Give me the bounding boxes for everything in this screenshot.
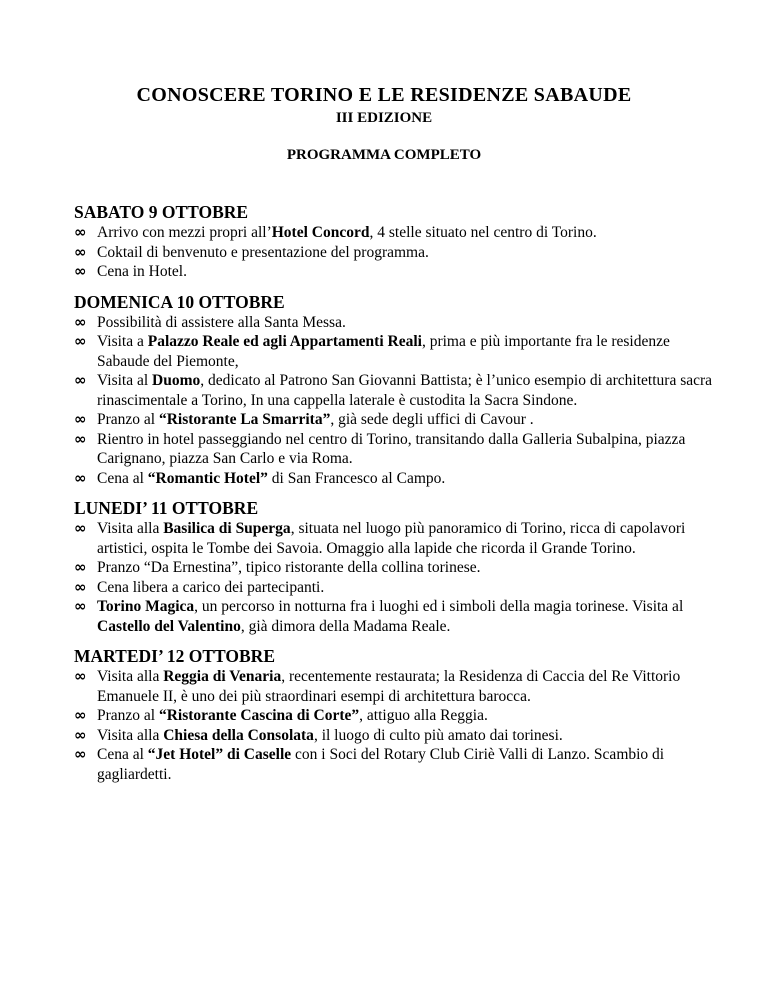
infinity-bullet-icon: ∞ xyxy=(74,745,87,763)
infinity-bullet-icon: ∞ xyxy=(74,410,87,428)
list-item xyxy=(74,332,714,371)
list-item xyxy=(74,726,714,746)
list-item xyxy=(74,262,714,282)
item-text: Cena al xyxy=(97,469,148,487)
item-text: Visita alla xyxy=(97,726,164,744)
infinity-bullet-icon: ∞ xyxy=(74,332,87,350)
list-item xyxy=(74,313,714,333)
infinity-bullet-icon: ∞ xyxy=(74,558,87,576)
program-content xyxy=(74,202,714,794)
item-text: Possibilità di assistere alla Santa Messa. xyxy=(97,313,346,331)
list-item xyxy=(74,706,714,726)
item-text: Cena al xyxy=(97,746,148,763)
infinity-bullet-icon: ∞ xyxy=(74,577,87,596)
highlighted-text: “Jet Hotel” di Caselle xyxy=(147,746,292,763)
day-title: SABATO 9 OTTOBRE xyxy=(74,202,249,222)
item-text: Pranzo “Da Ernestina”, tipico ristorante della collina torinese. xyxy=(97,559,481,576)
infinity-bullet-icon: ∞ xyxy=(74,706,87,724)
list-item xyxy=(74,223,714,243)
item-text: Pranzo al xyxy=(97,707,159,724)
infinity-bullet-icon: ∞ xyxy=(74,468,87,487)
infinity-bullet-icon: ∞ xyxy=(74,262,87,280)
infinity-bullet-icon: ∞ xyxy=(74,667,87,685)
infinity-bullet-icon: ∞ xyxy=(74,371,87,389)
item-text: di San Francesco al Campo. xyxy=(267,469,446,487)
item-text: , prima e più importante fra le residenze Sabaude del Piemonte, xyxy=(97,333,670,370)
highlighted-text: Castello del Valentino xyxy=(97,617,241,635)
activity-list xyxy=(74,223,714,282)
item-text: , il luogo di culto più amato dai torinesi. xyxy=(313,726,563,744)
day-section xyxy=(74,202,714,282)
item-text: Cena libera a carico dei partecipanti. xyxy=(97,578,325,596)
item-text: Cena in Hotel. xyxy=(97,263,187,280)
item-text: , recentemente restaurata; la Residenza di Caccia del Re Vittorio Emanuele II, è uno dei più straordinari esempi di architettura barocca. xyxy=(97,668,681,705)
list-item xyxy=(74,597,714,636)
item-text: Arrivo con mezzi propri all’ xyxy=(97,224,272,241)
highlighted-text: Palazzo Reale ed agli Appartamenti Reali xyxy=(147,333,422,350)
item-text: , situata nel luogo più panoramico di Torino, ricca di capolavori artistici, ospita le Tombe dei Savoia. Omaggio alla lapide che ricorda il Grande Torino. xyxy=(97,520,686,557)
infinity-bullet-icon: ∞ xyxy=(74,242,87,261)
highlighted-text: Torino Magica xyxy=(97,598,195,615)
item-text: , 4 stelle situato nel centro di Torino. xyxy=(369,224,597,241)
item-text: , già sede degli uffici di Cavour . xyxy=(330,411,534,428)
infinity-bullet-icon: ∞ xyxy=(74,597,87,615)
infinity-bullet-icon: ∞ xyxy=(74,429,87,448)
item-text: Visita al xyxy=(97,372,153,389)
highlighted-text: “Ristorante La Smarrita” xyxy=(158,411,331,428)
highlighted-text: Hotel Concord xyxy=(271,224,370,241)
list-item xyxy=(74,519,714,558)
list-item xyxy=(74,745,714,784)
infinity-bullet-icon: ∞ xyxy=(74,223,87,241)
item-text: Pranzo al xyxy=(97,411,159,428)
highlighted-text: Reggia di Venaria xyxy=(163,668,282,685)
item-text: Visita alla xyxy=(97,668,164,685)
day-title: LUNEDI’ 11 OTTOBRE xyxy=(74,498,259,518)
highlighted-text: Chiesa della Consolata xyxy=(163,726,314,744)
document-title: CONOSCERE TORINO E LE RESIDENZE SABAUDE xyxy=(136,84,632,106)
list-item xyxy=(74,578,714,598)
item-text: , dedicato al Patrono San Giovanni Battista; è l’unico esempio di architettura sacra rinascimentale a Torino, In una cappella laterale è custodita la Sacra Sindone. xyxy=(97,372,713,409)
activity-list xyxy=(74,313,714,489)
highlighted-text: “Romantic Hotel” xyxy=(147,469,268,487)
infinity-bullet-icon: ∞ xyxy=(74,725,87,744)
list-item xyxy=(74,430,714,469)
item-text: , attiguo alla Reggia. xyxy=(359,707,488,724)
day-section xyxy=(74,646,714,784)
item-text: Coktail di benvenuto e presentazione del programma. xyxy=(97,243,429,261)
list-item xyxy=(74,371,714,410)
item-text: Rientro in hotel passeggiando nel centro di Torino, transitando dalla Galleria Subalpina, piazza Carignano, piazza San Carlo e via Roma. xyxy=(97,430,686,467)
highlighted-text: Duomo xyxy=(152,372,201,389)
item-text: Visita alla xyxy=(97,520,164,537)
list-item xyxy=(74,558,714,578)
list-item xyxy=(74,243,714,263)
highlighted-text: Basilica di Superga xyxy=(163,520,291,537)
list-item xyxy=(74,410,714,430)
list-item xyxy=(74,667,714,706)
item-text: con i Soci del Rotary Club Ciriè Valli di Lanzo. Scambio di gagliardetti. xyxy=(97,746,665,783)
list-item xyxy=(74,469,714,489)
day-section xyxy=(74,292,714,489)
activity-list xyxy=(74,519,714,636)
item-text: , un percorso in notturna fra i luoghi ed i simboli della magia torinese. Visita al xyxy=(194,598,684,615)
program-heading: PROGRAMMA COMPLETO xyxy=(286,147,482,163)
edition-label: III EDIZIONE xyxy=(335,110,433,126)
activity-list xyxy=(74,667,714,784)
day-title: DOMENICA 10 OTTOBRE xyxy=(74,291,285,312)
item-text: , già dimora della Madama Reale. xyxy=(240,617,451,635)
infinity-bullet-icon: ∞ xyxy=(74,312,87,331)
item-text: Visita a xyxy=(97,333,148,350)
day-section xyxy=(74,498,714,636)
day-title: MARTEDI’ 12 OTTOBRE xyxy=(74,646,275,666)
infinity-bullet-icon: ∞ xyxy=(74,519,87,537)
highlighted-text: “Ristorante Cascina di Corte” xyxy=(158,707,360,724)
